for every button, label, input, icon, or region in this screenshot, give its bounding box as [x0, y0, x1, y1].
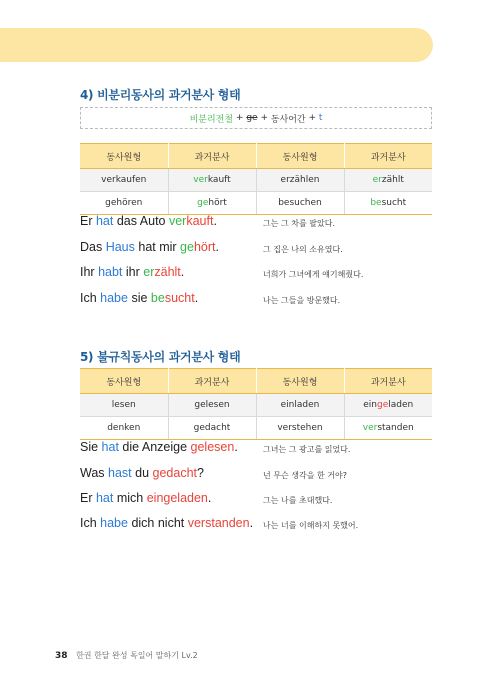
prefix-part: be: [370, 198, 382, 208]
infinitive-cell: einladen: [256, 394, 344, 417]
section-title-irregular: 5) 불규칙동사의 과거분사 형태: [80, 350, 241, 364]
sentence-text: sie: [127, 291, 151, 305]
infinitive-cell: lesen: [80, 394, 168, 417]
table-row: [80, 192, 432, 215]
sentence-text: Sie: [80, 440, 102, 454]
participle: verstanden: [187, 516, 250, 530]
col-header: 과거분사: [344, 369, 432, 394]
stem-part: sucht: [381, 198, 407, 208]
example-sentence: [80, 240, 219, 254]
prefix-part: ver: [362, 423, 378, 433]
prefix-part: ver: [193, 175, 208, 185]
sentence-text: Das: [80, 240, 106, 254]
sentence-translation: 그 집은 나의 소유였다.: [263, 245, 343, 254]
example-sentence: [80, 440, 238, 454]
sentence-punct: .: [215, 240, 219, 254]
col-header: 동사원형: [256, 144, 344, 169]
infinitive-cell: besuchen: [256, 192, 344, 215]
sentence-text: ihr: [122, 265, 144, 279]
participle: gedacht: [152, 466, 197, 480]
table-header-row: [80, 144, 432, 169]
table-row: [80, 169, 432, 192]
participle-cell: [168, 192, 256, 215]
participle-stem: hört: [193, 240, 216, 254]
sentence-translation: 나는 그들을 방문했다.: [263, 296, 341, 305]
example-sentence: [80, 214, 217, 228]
sentence-text: Er: [80, 491, 96, 505]
auxiliary-verb: habt: [98, 265, 123, 279]
formula-box: [80, 107, 432, 129]
participle-prefix: ge: [180, 240, 194, 254]
page-footer: [55, 650, 198, 661]
col-header: 동사원형: [256, 369, 344, 394]
sentence-text: dich nicht: [127, 516, 188, 530]
auxiliary-verb: hat: [101, 440, 119, 454]
participle-prefix: ver: [168, 214, 187, 228]
sentence-translation: 그는 나를 초대했다.: [263, 496, 333, 505]
sentence-punct: .: [180, 265, 185, 279]
sentence-text: mich: [113, 491, 147, 505]
formula-stem: 동사어간: [270, 114, 306, 125]
ge-part: ge: [377, 400, 389, 410]
participle-stem: zählt: [154, 265, 181, 279]
participle-stem: sucht: [164, 291, 195, 305]
table-row: [80, 417, 432, 440]
section-title-inseparable: 4) 비분리동사의 과거분사 형태: [80, 88, 241, 102]
sentence-punct: .: [249, 516, 254, 530]
sentence-text: Ich: [80, 516, 101, 530]
example-sentence: [80, 265, 184, 279]
sentence-text: das Auto: [113, 214, 169, 228]
participle-prefix: be: [150, 291, 165, 305]
example-sentence: [80, 516, 253, 530]
subject-highlight: Haus: [105, 240, 135, 254]
page-number: 38: [55, 651, 68, 661]
participle-cell: [344, 394, 432, 417]
sentence-punct: .: [213, 214, 217, 228]
col-header: 동사원형: [80, 144, 168, 169]
infinitive-cell: verkaufen: [80, 169, 168, 192]
participle-cell: [344, 169, 432, 192]
infinitive-cell: denken: [80, 417, 168, 440]
sentence-translation: 그녀는 그 광고를 읽었다.: [263, 445, 351, 454]
participle-cell: [344, 417, 432, 440]
col-header: 과거분사: [168, 369, 256, 394]
participle-stem: kauft: [186, 214, 214, 228]
participle-cell: [344, 192, 432, 215]
example-sentence: [80, 291, 198, 305]
formula-t: t: [318, 113, 323, 123]
infinitive-cell: erzählen: [256, 169, 344, 192]
infinitive-cell: gehören: [80, 192, 168, 215]
example-sentence: [80, 466, 204, 480]
book-title: 한권 한달 완성 독일어 말하기 Lv.2: [76, 651, 198, 660]
stem-part: hört: [208, 198, 227, 208]
col-header: 동사원형: [80, 369, 168, 394]
sentence-text: Er: [80, 214, 96, 228]
sentence-punct: ?: [197, 466, 204, 480]
prefix-part: ge: [197, 198, 209, 208]
auxiliary-verb: habe: [100, 516, 128, 530]
prefix-part: er: [372, 175, 382, 185]
participle-cell: [168, 169, 256, 192]
sentence-text: Was: [80, 466, 109, 480]
verb-table-inseparable: [80, 143, 432, 215]
stem-part: kauft: [207, 175, 231, 185]
formula-plus: +: [257, 113, 271, 123]
example-sentence: [80, 491, 211, 505]
auxiliary-verb: hast: [108, 466, 132, 480]
auxiliary-verb: hat: [95, 491, 114, 505]
stem-part: zählt: [381, 175, 404, 185]
participle-prefix: er: [143, 265, 155, 279]
stem-part: standen: [377, 423, 414, 433]
sentence-translation: 넌 무슨 생각을 한 거야?: [263, 471, 347, 480]
auxiliary-verb: habe: [100, 291, 128, 305]
participle-cell: gelesen: [168, 394, 256, 417]
sentence-punct: .: [234, 440, 238, 454]
stem-part: laden: [388, 400, 414, 410]
table-row: [80, 394, 432, 417]
col-header: 과거분사: [344, 144, 432, 169]
formula-plus: +: [233, 113, 247, 123]
sentence-punct: .: [207, 491, 212, 505]
auxiliary-verb: hat: [95, 214, 114, 228]
sentence-translation: 그는 그 차를 팔았다.: [263, 219, 335, 228]
header-band: [0, 28, 433, 62]
formula-plus: +: [305, 113, 319, 123]
sentence-translation: 나는 너를 이해하지 못했어.: [263, 521, 359, 530]
sentence-text: hat mir: [134, 240, 181, 254]
sentence-punct: .: [194, 291, 199, 305]
sentence-translation: 너희가 그녀에게 얘기해줬다.: [263, 270, 364, 279]
table-header-row: [80, 369, 432, 394]
sentence-text: die Anzeige: [118, 440, 191, 454]
infinitive-cell: verstehen: [256, 417, 344, 440]
formula-ge: ge: [246, 113, 258, 123]
participle: eingeladen: [146, 491, 208, 505]
sentence-text: Ihr: [80, 265, 99, 279]
col-header: 과거분사: [168, 144, 256, 169]
sentence-text: du: [131, 466, 153, 480]
sentence-text: Ich: [80, 291, 101, 305]
participle: gelesen: [190, 440, 235, 454]
participle-cell: gedacht: [168, 417, 256, 440]
formula-prefix: 비분리전철: [189, 114, 234, 125]
verb-table-irregular: [80, 368, 432, 440]
prefix-part: ein: [363, 400, 377, 410]
